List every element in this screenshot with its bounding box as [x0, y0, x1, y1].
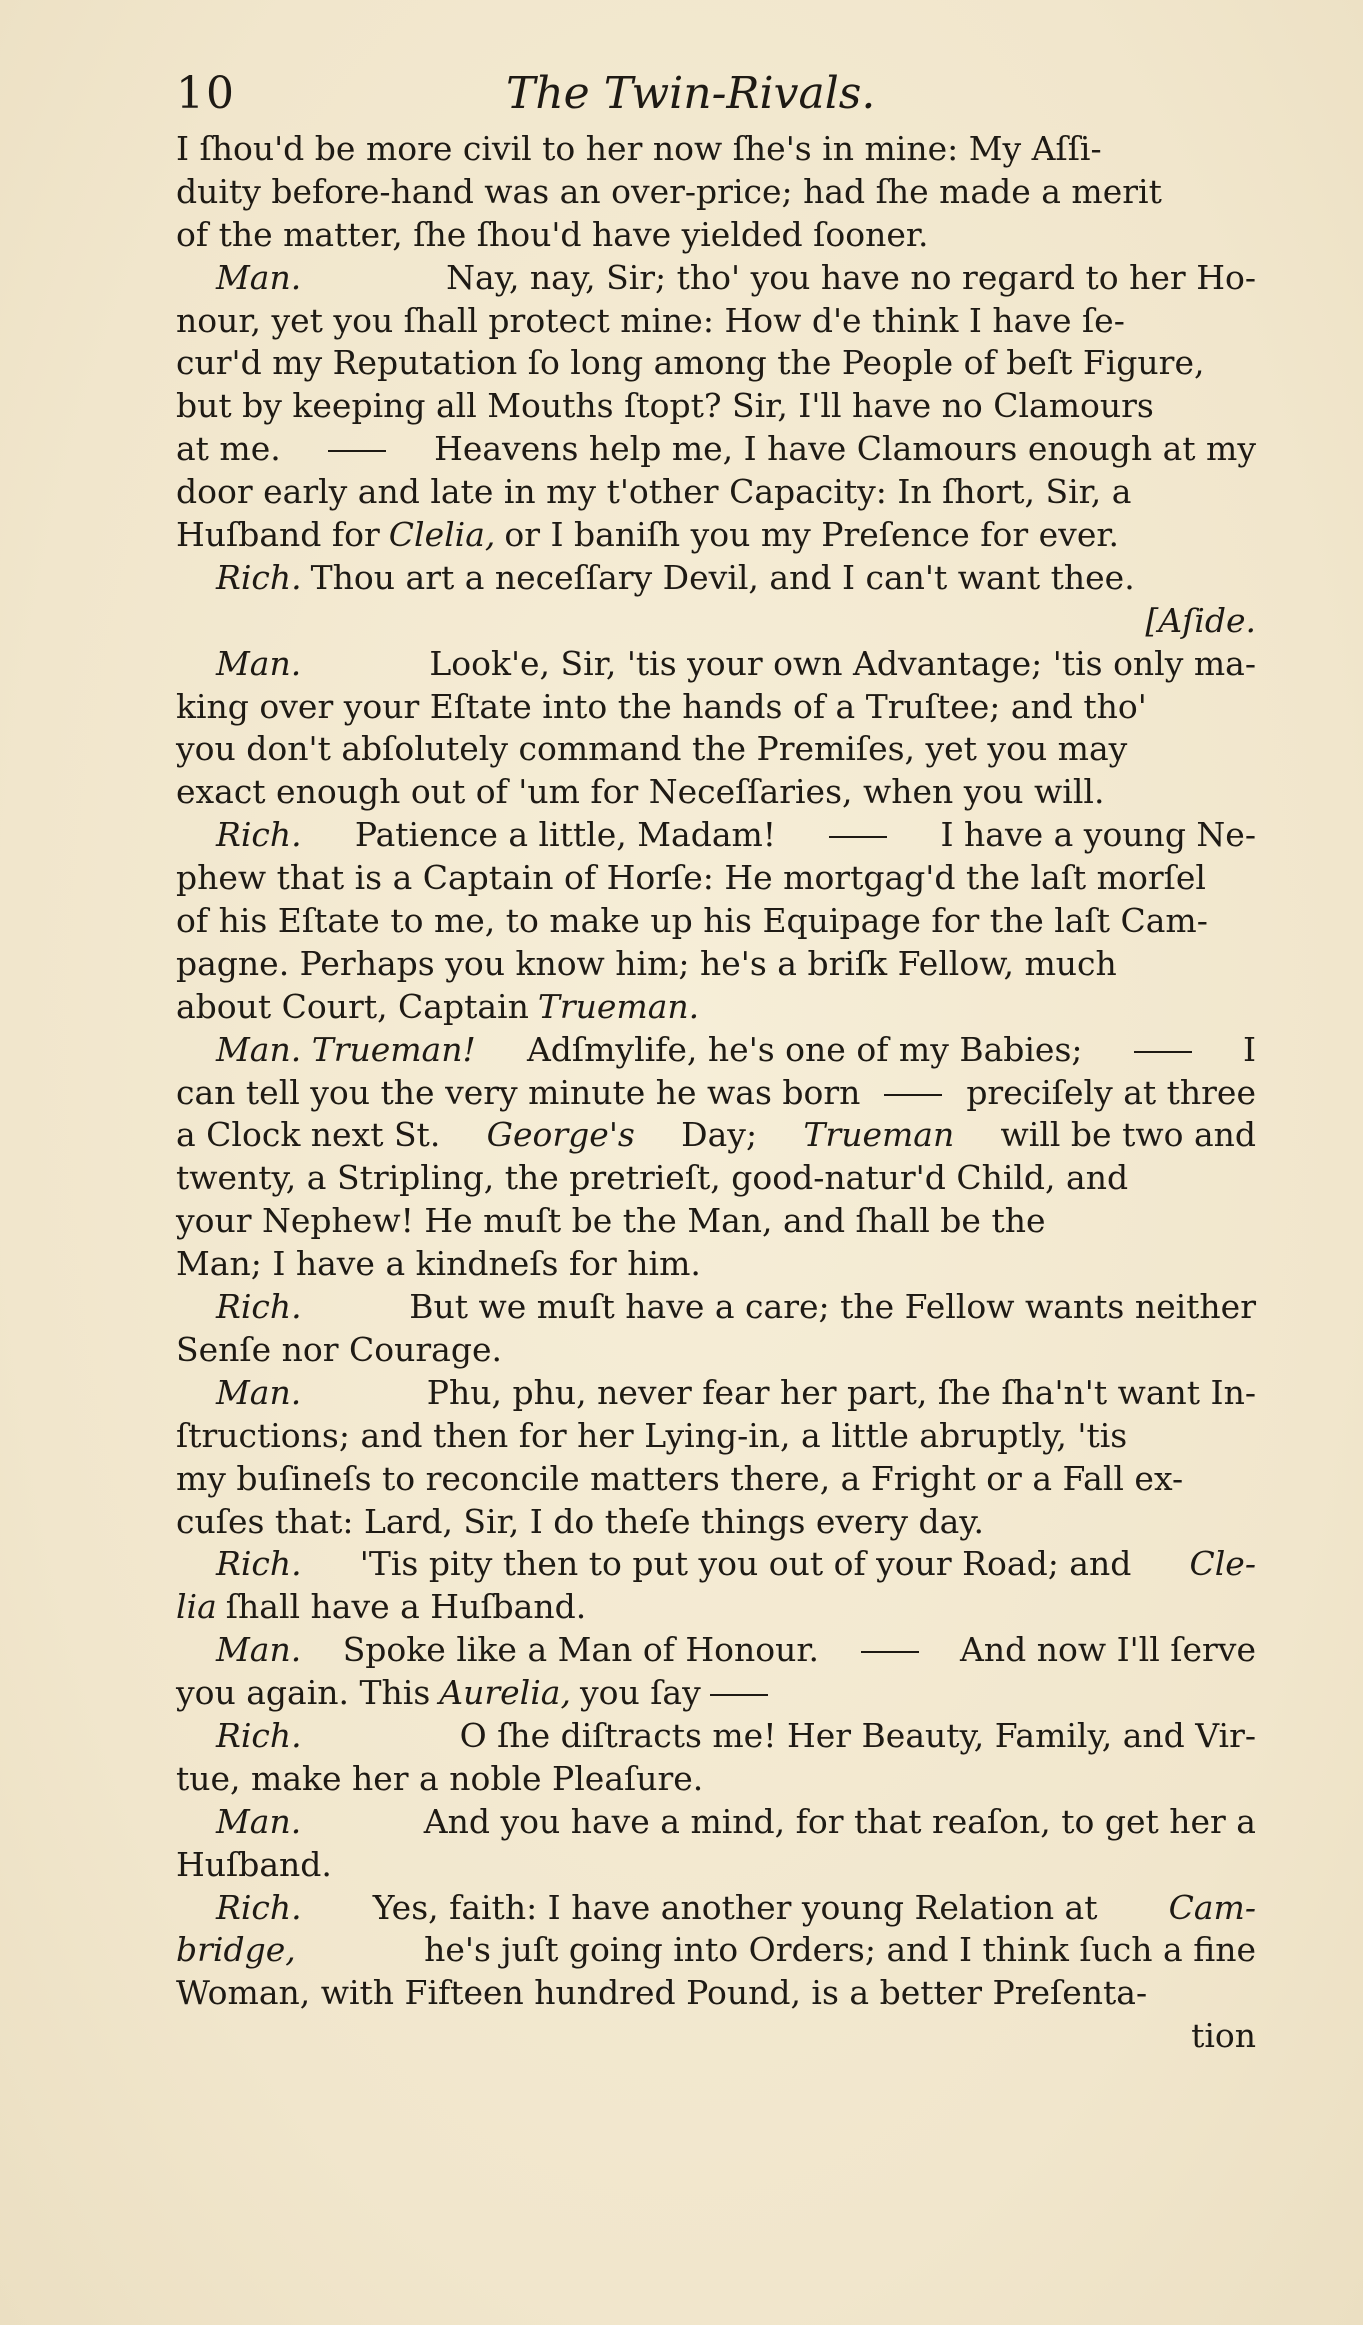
em-dash: [710, 1672, 768, 1715]
italic-text: Man.: [216, 1801, 302, 1841]
text-segment: can tell you the very minute he was born: [176, 1072, 861, 1112]
text-segment: Yes, faith: I have another young Relation at: [372, 1887, 1098, 1927]
text-segment: I have a young Ne-: [940, 815, 1256, 855]
text-segment: of the matter, ſhe ſhou'd have yielded ſooner.: [176, 214, 929, 254]
em-dash-rule: [829, 836, 887, 838]
text-segment: preciſely at three: [966, 1072, 1256, 1112]
text-line: [176, 900, 1256, 943]
text-segment: at me.: [176, 429, 281, 469]
em-dash-rule: [861, 1651, 919, 1653]
text-line: [176, 1200, 1256, 1243]
text-line: [176, 1629, 1256, 1672]
text-segment: Patience a little, Madam!: [354, 815, 777, 855]
text-line: [176, 300, 1256, 343]
text-line: [176, 986, 1256, 1029]
text-line: [176, 385, 1256, 428]
text-line: [176, 1844, 1256, 1887]
text-line: [176, 128, 1256, 171]
running-title: The Twin-Rivals.: [506, 68, 876, 119]
text-segment: will be two and: [1000, 1115, 1256, 1155]
text-segment: ſhall have a Huſband.: [225, 1587, 587, 1627]
text-line: [176, 600, 1256, 643]
text-line: [176, 257, 1256, 300]
text-line: [176, 1372, 1256, 1415]
text-segment: Phu, phu, never fear her part, ſhe ſha'n't want In-: [426, 1372, 1256, 1412]
em-dash-rule: [710, 1694, 768, 1696]
text-line: [176, 1972, 1256, 2015]
italic-text: Rich.: [216, 1715, 302, 1755]
text-segment: tue, make her a noble Pleaſure.: [176, 1758, 704, 1798]
text-segment: I: [1242, 1029, 1256, 1069]
text-segment: king over your Eſtate into the hands of a Truſtee; and tho': [176, 686, 1147, 726]
text-segment: I ſhou'd be more civil to her now ſhe's in mine: My Aſſi-: [176, 129, 1102, 168]
text-line: [176, 1243, 1256, 1286]
italic-text: Aurelia,: [439, 1673, 571, 1713]
italic-text: Trueman.: [537, 986, 700, 1026]
text-line: [176, 1715, 1256, 1758]
italic-text: Man.: [216, 643, 302, 683]
text-line: [176, 1801, 1256, 1844]
text-segment: about Court, Captain: [176, 986, 529, 1026]
text-line: [176, 471, 1256, 514]
text-segment: or I baniſh you my Preſence for ever.: [504, 515, 1119, 555]
text-line: [176, 728, 1256, 771]
italic-text: [Aſide.: [1145, 600, 1256, 640]
text-segment: my buſineſs to reconcile matters there, a Fright or a Fall ex-: [176, 1458, 1184, 1498]
text-segment: you ſay: [579, 1673, 701, 1713]
text-line: [176, 1072, 1256, 1115]
text-line: [176, 1029, 1256, 1072]
text-segment: but by keeping all Mouths ſtopt? Sir, I'll have no Clamours: [176, 386, 1154, 426]
text-segment: Woman, with Fifteen hundred Pound, is a better Preſenta-: [176, 1973, 1148, 2013]
italic-text: Cam-: [1168, 1887, 1256, 1927]
text-segment: Nay, nay, Sir; tho' you have no regard to her Ho-: [446, 257, 1256, 297]
text-line: [176, 686, 1256, 729]
em-dash: [884, 1072, 942, 1115]
text-segment: O ſhe diſtracts me! Her Beauty, Family, and Vir-: [459, 1715, 1256, 1755]
text-line: [176, 428, 1256, 471]
text-line: [176, 943, 1256, 986]
italic-text: Clelia,: [388, 515, 496, 555]
italic-text: Rich.: [216, 1887, 302, 1927]
text-line: [176, 1586, 1256, 1629]
text-line: [176, 857, 1256, 900]
text-line: [176, 2015, 1256, 2058]
italic-text: Man. Trueman!: [216, 1029, 476, 1069]
em-dash: [1134, 1029, 1192, 1072]
italic-text: Cle-: [1189, 1544, 1256, 1584]
text-segment: your Nephew! He muſt be the Man, and ſhall be the: [176, 1201, 1046, 1241]
text-segment: And you have a mind, for that reaſon, to get her a: [423, 1801, 1256, 1841]
em-dash: [328, 428, 386, 471]
italic-text: lia: [176, 1587, 217, 1627]
italic-text: Trueman: [803, 1115, 955, 1155]
text-segment: you don't abſolutely command the Premiſes, yet you may: [176, 729, 1128, 769]
text-segment: Day;: [681, 1115, 758, 1155]
em-dash: [861, 1629, 919, 1672]
page-number: 10: [176, 68, 236, 119]
text-line: [176, 1286, 1256, 1329]
text-line: [176, 643, 1256, 686]
text-line: [176, 1543, 1256, 1586]
text-segment: cuſes that: Lard, Sir, I do theſe things every day.: [176, 1501, 985, 1541]
text-segment: ſtructions; and then for her Lying-in, a little abruptly, 'tis: [176, 1415, 1128, 1455]
text-segment: phew that is a Captain of Horſe: He mortgag'd the laſt morſel: [176, 858, 1206, 898]
italic-text: Man.: [216, 1630, 302, 1670]
text-line: [176, 1329, 1256, 1372]
text-line: [176, 1887, 1256, 1930]
text-segment: And now I'll ſerve: [960, 1630, 1256, 1670]
text-segment: Spoke like a Man of Honour.: [342, 1630, 820, 1670]
text-segment: Look'e, Sir, 'tis your own Advantage; 'tis only ma-: [429, 643, 1256, 683]
text-segment: Huſband.: [176, 1844, 332, 1884]
em-dash-rule: [328, 450, 386, 452]
text-line: [176, 171, 1256, 214]
text-line: [176, 214, 1256, 257]
text-segment: twenty, a Stripling, the pretrieſt, good-natur'd Child, and: [176, 1158, 1129, 1198]
text-segment: Huſband for: [176, 515, 380, 555]
text-segment: a Clock next St.: [176, 1115, 441, 1155]
text-line: [176, 1672, 1256, 1715]
text-segment: Senſe nor Courage.: [176, 1329, 502, 1369]
text-segment: cur'd my Reputation ſo long among the People of beſt Figure,: [176, 343, 1205, 383]
text-line: [176, 1415, 1256, 1458]
running-head: [176, 68, 1256, 128]
text-segment: pagne. Perhaps you know him; he's a briſk Fellow, much: [176, 943, 1117, 983]
text-segment: door early and late in my t'other Capacity: In ſhort, Sir, a: [176, 472, 1132, 512]
text-line: [176, 1929, 1256, 1972]
text-segment: you again. This: [176, 1673, 431, 1713]
text-segment: Adſmylife, he's one of my Babies;: [526, 1029, 1083, 1069]
text-segment: nour, yet you ſhall protect mine: How d'e think I have ſe-: [176, 300, 1125, 340]
text-line: [176, 1114, 1256, 1157]
italic-text: Rich.: [216, 1544, 302, 1584]
text-line: [176, 1157, 1256, 1200]
text-segment: Thou art a neceſſary Devil, and I can't want thee.: [310, 557, 1135, 597]
text-segment: Man; I have a kindneſs for him.: [176, 1244, 701, 1284]
text-segment: of his Eſtate to me, to make up his Equipage for the laſt Cam-: [176, 901, 1208, 941]
em-dash: [829, 814, 887, 857]
text-line: [176, 1458, 1256, 1501]
text-segment: But we muſt have a care; the Fellow wants neither: [409, 1287, 1256, 1327]
text-line: [176, 557, 1256, 600]
text-block: [176, 128, 1256, 2058]
text-segment: tion: [1191, 2016, 1256, 2056]
italic-text: Rich.: [216, 1287, 302, 1327]
text-segment: he's juſt going into Orders; and I think ſuch a fine: [424, 1930, 1256, 1970]
text-segment: Heavens help me, I have Clamours enough at my: [434, 429, 1256, 469]
italic-text: bridge,: [176, 1930, 296, 1970]
em-dash-rule: [1134, 1051, 1192, 1053]
text-line: [176, 342, 1256, 385]
text-line: [176, 814, 1256, 857]
text-line: [176, 514, 1256, 557]
italic-text: Rich.: [216, 815, 302, 855]
text-segment: exact enough out of 'um for Neceſſaries, when you will.: [176, 772, 1105, 812]
text-line: [176, 771, 1256, 814]
italic-text: George's: [486, 1115, 635, 1155]
text-line: [176, 1501, 1256, 1544]
text-segment: 'Tis pity then to put you out of your Road; and: [359, 1544, 1132, 1584]
italic-text: Man.: [216, 1372, 302, 1412]
text-line: [176, 1758, 1256, 1801]
italic-text: Rich.: [216, 557, 302, 597]
italic-text: Man.: [216, 257, 302, 297]
text-segment: duity before-hand was an over-price; had ſhe made a merit: [176, 171, 1162, 211]
em-dash-rule: [884, 1094, 942, 1096]
